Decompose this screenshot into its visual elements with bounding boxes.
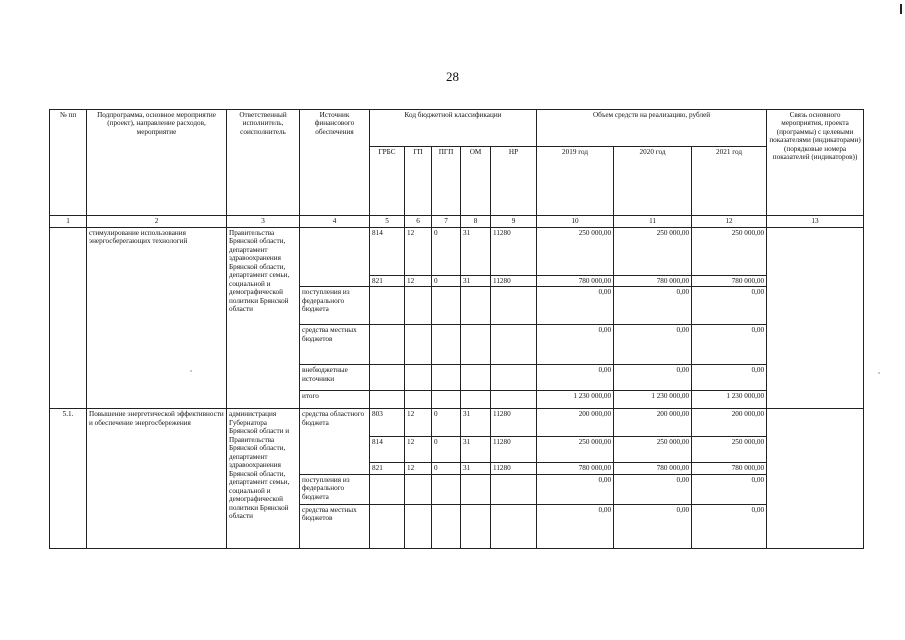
cell-pgp — [432, 287, 461, 325]
column-number: 13 — [767, 216, 864, 228]
cell-gp — [405, 474, 432, 504]
cell-pgp: 0 — [432, 409, 461, 437]
cell-np — [491, 287, 537, 325]
cell-pgp: 0 — [432, 437, 461, 463]
cell-2019: 0,00 — [537, 365, 614, 391]
table-row — [50, 228, 864, 276]
cell-link — [767, 409, 864, 548]
cell-2019: 780 000,00 — [537, 463, 614, 474]
cell-pgp — [432, 325, 461, 365]
cell-pgp — [432, 504, 461, 548]
header-om: ОМ — [461, 147, 491, 216]
column-number: 12 — [692, 216, 767, 228]
cell-2020: 0,00 — [614, 474, 692, 504]
row-source: средства местных бюджетов — [300, 504, 370, 548]
column-number-row — [50, 216, 864, 228]
cell-om — [461, 474, 491, 504]
cell-om — [461, 391, 491, 409]
header-program: Подпрограмма, основное мероприятие (проект), направление расходов, мероприятие — [87, 110, 227, 216]
cell-2019: 0,00 — [537, 287, 614, 325]
cell-2019: 250 000,00 — [537, 437, 614, 463]
cell-grbs — [370, 474, 405, 504]
header-np: НР — [491, 147, 537, 216]
cell-gp — [405, 504, 432, 548]
cell-2021: 0,00 — [692, 365, 767, 391]
cell-pgp: 0 — [432, 276, 461, 287]
cell-np: 11280 — [491, 463, 537, 474]
cell-grbs — [370, 365, 405, 391]
header-gp: ГП — [405, 147, 432, 216]
column-number: 5 — [370, 216, 405, 228]
cell-om — [461, 504, 491, 548]
row-source — [300, 228, 370, 287]
cell-np: 11280 — [491, 228, 537, 276]
page-number: 28 — [446, 69, 459, 84]
cell-om — [461, 365, 491, 391]
header-amount: Объем средств на реализацию, рублей — [537, 110, 767, 147]
cell-grbs — [370, 504, 405, 548]
cell-gp: 12 — [405, 437, 432, 463]
cell-2021: 250 000,00 — [692, 228, 767, 276]
cell-2019: 250 000,00 — [537, 228, 614, 276]
row-title: стимулирование использования энергосберегающих технологий — [87, 228, 227, 409]
cell-gp: 12 — [405, 463, 432, 474]
cell-np — [491, 391, 537, 409]
header-source: Источник финансового обеспечения — [300, 110, 370, 216]
cell-2020: 0,00 — [614, 504, 692, 548]
cell-2019: 200 000,00 — [537, 409, 614, 437]
cell-om — [461, 325, 491, 365]
cell-2020: 780 000,00 — [614, 463, 692, 474]
cell-gp: 12 — [405, 409, 432, 437]
scan-speck — [878, 372, 880, 374]
cell-2020: 200 000,00 — [614, 409, 692, 437]
cell-np: 11280 — [491, 409, 537, 437]
cell-np — [491, 325, 537, 365]
header-num: № пп — [50, 110, 87, 216]
column-number: 6 — [405, 216, 432, 228]
table-header-row — [50, 110, 864, 147]
cell-2021: 200 000,00 — [692, 409, 767, 437]
table-row — [50, 409, 864, 437]
cell-2021: 0,00 — [692, 504, 767, 548]
header-2019: 2019 год — [537, 147, 614, 216]
cell-2021: 1 230 000,00 — [692, 391, 767, 409]
cell-np — [491, 504, 537, 548]
cell-2020: 1 230 000,00 — [614, 391, 692, 409]
row-source: поступления из федерального бюджета — [300, 474, 370, 504]
header-link: Связь основного мероприятия, проекта (программы) с целевыми показателями (индикаторами) (порядковые номера показателей (индикаторов)) — [767, 110, 864, 216]
cell-grbs: 821 — [370, 276, 405, 287]
page-edge-mark — [900, 4, 902, 14]
column-number: 1 — [50, 216, 87, 228]
cell-np: 11280 — [491, 437, 537, 463]
cell-2019: 0,00 — [537, 474, 614, 504]
row-source: средства местных бюджетов — [300, 325, 370, 365]
column-number: 8 — [461, 216, 491, 228]
row-num: 5.1. — [50, 409, 87, 548]
cell-gp: 12 — [405, 228, 432, 276]
column-number: 11 — [614, 216, 692, 228]
cell-np — [491, 365, 537, 391]
cell-2021: 780 000,00 — [692, 276, 767, 287]
cell-gp — [405, 287, 432, 325]
cell-2021: 780 000,00 — [692, 463, 767, 474]
header-budget-code: Код бюджетной классификации — [370, 110, 537, 147]
row-source: средства областного бюджета — [300, 409, 370, 474]
cell-om: 31 — [461, 276, 491, 287]
cell-om — [461, 287, 491, 325]
column-number: 7 — [432, 216, 461, 228]
header-2020: 2020 год — [614, 147, 692, 216]
row-title: Повышение энергетической эффективности и обеспечение энергосбережения — [87, 409, 227, 548]
cell-2019: 0,00 — [537, 504, 614, 548]
cell-gp: 12 — [405, 276, 432, 287]
column-number: 2 — [87, 216, 227, 228]
row-num — [50, 228, 87, 409]
cell-om: 31 — [461, 437, 491, 463]
cell-grbs: 803 — [370, 409, 405, 437]
cell-2021: 0,00 — [692, 325, 767, 365]
cell-gp — [405, 325, 432, 365]
header-2021: 2021 год — [692, 147, 767, 216]
cell-2020: 250 000,00 — [614, 228, 692, 276]
cell-np — [491, 474, 537, 504]
cell-grbs: 814 — [370, 228, 405, 276]
cell-2019: 0,00 — [537, 325, 614, 365]
cell-link — [767, 228, 864, 409]
cell-grbs — [370, 325, 405, 365]
cell-2020: 780 000,00 — [614, 276, 692, 287]
cell-gp — [405, 365, 432, 391]
cell-pgp — [432, 474, 461, 504]
column-number: 3 — [227, 216, 300, 228]
cell-pgp: 0 — [432, 463, 461, 474]
header-executor: Ответственный исполнитель, соисполнитель — [227, 110, 300, 216]
row-source: поступления из федерального бюджета — [300, 287, 370, 325]
header-pgp: ПГП — [432, 147, 461, 216]
row-executor: Правительства Брянской области, департамент здравоохранения Брянской области, департамент семьи, социальной и демографической политики Брянской области — [227, 228, 300, 409]
cell-2020: 0,00 — [614, 325, 692, 365]
cell-om: 31 — [461, 409, 491, 437]
row-executor: администрация Губернатора Брянской области и Правительства Брянской области, департамент здравоохранения Брянской области, департамент семьи, социальной и демографической политики Брянской области — [227, 409, 300, 548]
row-source: внебюджетные источники — [300, 365, 370, 391]
cell-pgp: 0 — [432, 228, 461, 276]
cell-2021: 0,00 — [692, 474, 767, 504]
cell-2020: 0,00 — [614, 365, 692, 391]
cell-om: 31 — [461, 463, 491, 474]
cell-gp — [405, 391, 432, 409]
cell-grbs: 821 — [370, 463, 405, 474]
cell-2019: 1 230 000,00 — [537, 391, 614, 409]
budget-table — [49, 109, 864, 549]
cell-om: 31 — [461, 228, 491, 276]
cell-grbs: 814 — [370, 437, 405, 463]
cell-2021: 250 000,00 — [692, 437, 767, 463]
cell-2019: 780 000,00 — [537, 276, 614, 287]
cell-2021: 0,00 — [692, 287, 767, 325]
column-number: 4 — [300, 216, 370, 228]
cell-pgp — [432, 365, 461, 391]
column-number: 10 — [537, 216, 614, 228]
cell-grbs — [370, 287, 405, 325]
header-grbs: ГРБС — [370, 147, 405, 216]
cell-grbs — [370, 391, 405, 409]
cell-2020: 0,00 — [614, 287, 692, 325]
cell-np: 11280 — [491, 276, 537, 287]
cell-pgp — [432, 391, 461, 409]
cell-2020: 250 000,00 — [614, 437, 692, 463]
row-source: итого — [300, 391, 370, 409]
column-number: 9 — [491, 216, 537, 228]
